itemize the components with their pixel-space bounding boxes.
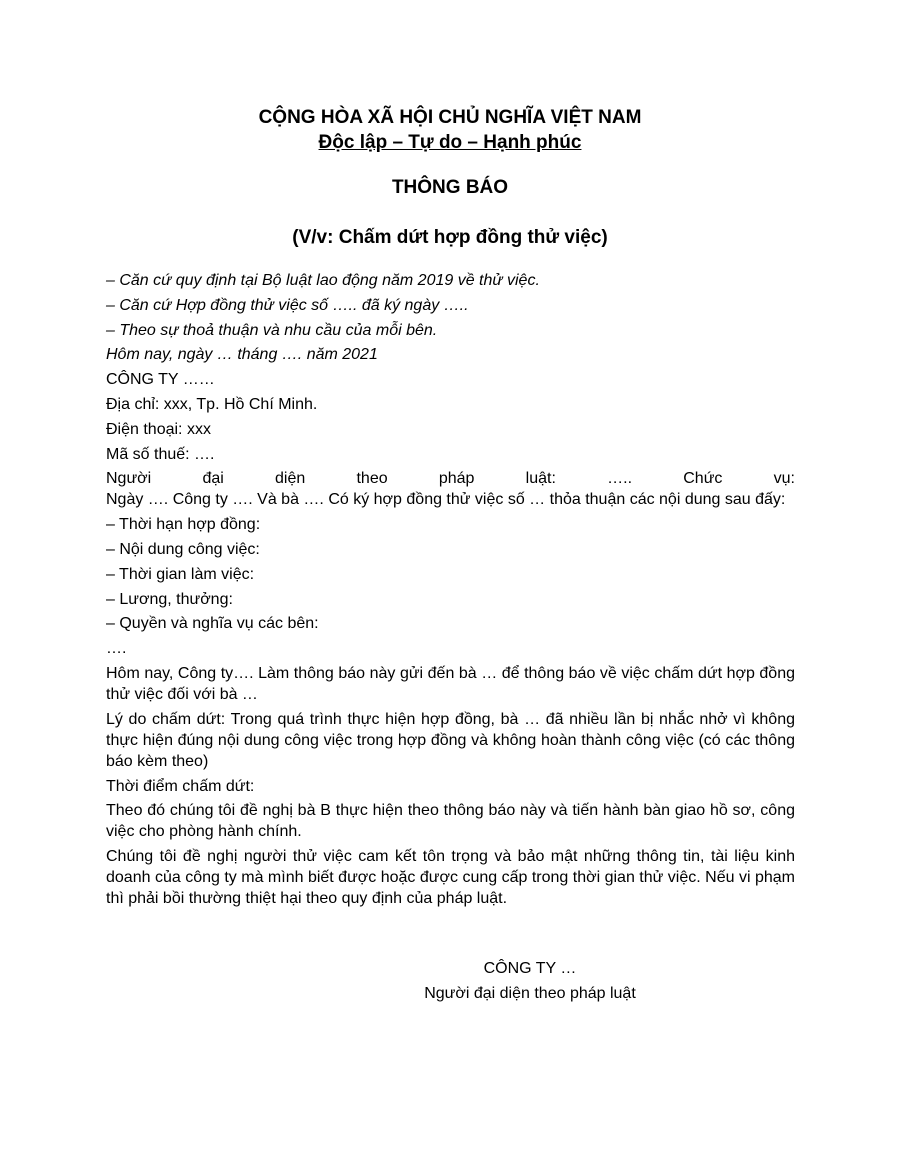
rep-word: đại [202, 470, 224, 488]
ellipsis-line: …. [106, 640, 127, 658]
document-title: THÔNG BÁO [391, 177, 509, 198]
basis-item: – Theo sự thoả thuận và nhu cầu của mỗi bên. [106, 321, 438, 339]
company-address: Địa chỉ: xxx, Tp. Hồ Chí Minh. [106, 395, 318, 413]
rep-word: Chức [683, 470, 723, 488]
rep-word: luật: [525, 470, 556, 488]
rep-word: diện [275, 470, 306, 488]
basis-item: – Căn cứ quy định tại Bộ luật lao động năm 2019 về thử việc. [106, 272, 540, 289]
rep-word: pháp [438, 470, 475, 488]
basis-item: – Căn cứ Hợp đồng thử việc số ….. đã ký ngày ….. [106, 296, 469, 314]
company-tax-code: Mã số thuế: …. [106, 445, 215, 463]
date-line: Hôm nay, ngày … tháng …. năm 2021 [106, 346, 378, 364]
reason-paragraph: Lý do chấm dứt: Trong quá trình thực hiện hợp đồng, bà … đã nhiều lần bị nhắc nhở vì không thực hiện đúng nội dung công việc trong hợp đồng và không hoàn thành công việc (có các thông báo kèm theo) [106, 710, 795, 770]
signature-company: CÔNG TY … [483, 960, 577, 977]
company-phone: Điện thoại: xxx [106, 420, 211, 438]
national-title: CỘNG HÒA XÃ HỘI CHỦ NGHĨA VIỆT NAM [258, 107, 642, 128]
term-item: – Thời hạn hợp đồng: [106, 516, 261, 534]
document-subject: (V/v: Chấm dứt hợp đồng thử việc) [292, 227, 608, 248]
term-item: – Lương, thưởng: [106, 590, 233, 608]
document-body [106, 270, 795, 913]
rep-word: vụ: [773, 470, 795, 488]
rep-word: ….. [607, 470, 633, 488]
signature-representative: Người đại diện theo pháp luật [424, 985, 636, 1002]
term-item: – Thời gian làm việc: [106, 565, 255, 583]
term-item: – Nội dung công việc: [106, 540, 260, 558]
handover-paragraph: Theo đó chúng tôi đề nghị bà B thực hiện theo thông báo này và tiến hành bàn giao hồ sơ, công việc cho phòng hành chính. [106, 802, 795, 841]
confidentiality-paragraph: Chúng tôi đề nghị người thử việc cam kết tôn trọng và bảo mật những thông tin, tài liệu kinh doanh của công ty mà mình biết được hoặc được cung cấp trong thời gian thử việc. Nếu vi phạm thì phải bồi thường thiệt hại theo quy định của pháp luật. [106, 848, 795, 908]
notice-paragraph: Hôm nay, Công ty…. Làm thông báo này gửi đến bà … để thông báo về việc chấm dứt hợp đồng thử việc đối với bà … [106, 664, 795, 703]
representative-line [106, 468, 795, 489]
rep-word: Người [106, 470, 152, 488]
term-item: – Quyền và nghĩa vụ các bên: [106, 615, 319, 633]
termination-time: Thời điểm chấm dứt: [106, 777, 255, 795]
agreement-paragraph: Ngày …. Công ty …. Và bà …. Có ký hợp đồng thử việc số … thỏa thuận các nội dung sau đấy: [106, 491, 786, 509]
rep-word: theo [356, 470, 388, 488]
company-name: CÔNG TY …… [106, 371, 215, 389]
national-motto: Độc lập – Tự do – Hạnh phúc [318, 132, 582, 153]
